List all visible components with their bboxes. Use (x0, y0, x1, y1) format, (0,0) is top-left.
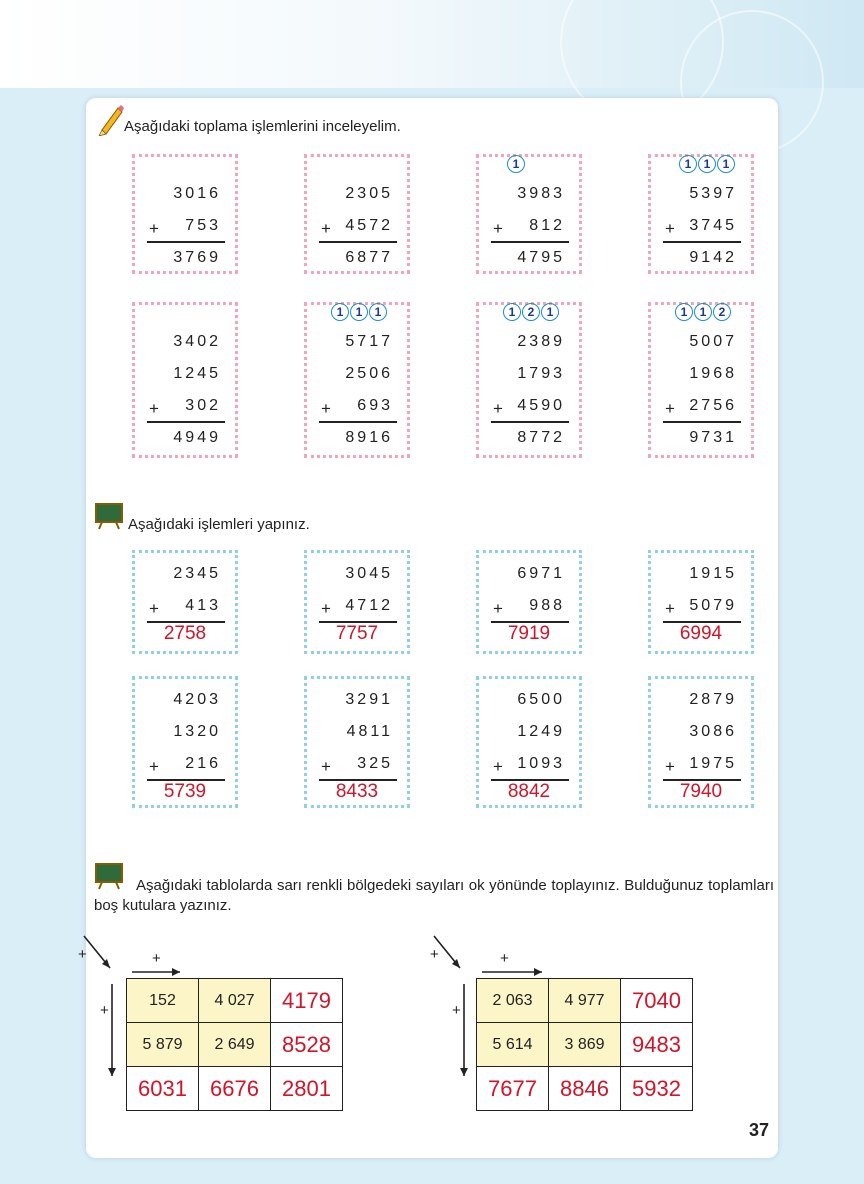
given-number-cell: 5 879 (127, 1023, 199, 1067)
pencil-icon (94, 102, 124, 136)
section1-heading: Aşağıdaki toplama işlemlerini inceleyelim. (124, 118, 401, 135)
addend: 413 (185, 597, 221, 614)
addend: 753 (185, 217, 221, 234)
answer-cell: 5932 (621, 1067, 693, 1111)
plus-sign: + (493, 219, 503, 238)
plus-sign: + (149, 757, 159, 776)
addend: 3291 (345, 691, 393, 708)
addend: 812 (529, 217, 565, 234)
addend: 1245 (173, 365, 221, 382)
given-number-cell: 2 063 (477, 979, 549, 1023)
sum-result: 9731 (689, 429, 737, 446)
answer-cell: 2801 (271, 1067, 343, 1111)
answer-cell: 6031 (127, 1067, 199, 1111)
example-card (132, 154, 238, 274)
table-row (127, 1023, 343, 1067)
addend: 3745 (689, 217, 737, 234)
carry-digit: 1 (350, 303, 368, 321)
addend: 5397 (689, 185, 737, 202)
exercise-card (476, 676, 582, 808)
plus-sign: + (321, 219, 331, 238)
sum-line (491, 421, 569, 423)
handwritten-answer: 7919 (507, 623, 551, 644)
example-card (476, 302, 582, 458)
carry-digit: 1 (331, 303, 349, 321)
addend: 2756 (689, 397, 737, 414)
carry-marks (503, 303, 559, 323)
exercise-card (476, 550, 582, 654)
answer-cell: 6676 (199, 1067, 271, 1111)
carry-digit: 1 (717, 155, 735, 173)
carry-digit: 2 (522, 303, 540, 321)
addend: 1249 (517, 723, 565, 740)
sum-line (147, 241, 225, 243)
answer-cell: 9483 (621, 1023, 693, 1067)
addend: 302 (185, 397, 221, 414)
answer-cell: 4179 (271, 979, 343, 1023)
example-card (476, 154, 582, 274)
sum-line (663, 241, 741, 243)
addend: 3045 (345, 565, 393, 582)
plus-sign: + (665, 219, 675, 238)
exercise-card (648, 550, 754, 654)
handwritten-answer: 2758 (163, 623, 207, 644)
sum-line (147, 421, 225, 423)
exercise-card (304, 676, 410, 808)
example-card (304, 302, 410, 458)
given-number-cell: 2 649 (199, 1023, 271, 1067)
plus-sign: + (665, 399, 675, 418)
handwritten-answer: 7940 (679, 781, 723, 802)
given-number-cell: 5 614 (477, 1023, 549, 1067)
page-number: 37 (748, 1120, 769, 1140)
plus-sign: + (149, 219, 159, 238)
addend: 3983 (517, 185, 565, 202)
carry-digit: 1 (541, 303, 559, 321)
exercise-card (304, 550, 410, 654)
carry-digit: 1 (694, 303, 712, 321)
carry-digit: 1 (503, 303, 521, 321)
carry-digit: 1 (675, 303, 693, 321)
given-number-cell: 3 869 (549, 1023, 621, 1067)
carry-digit: 1 (679, 155, 697, 173)
sum-result: 6877 (345, 249, 393, 266)
handwritten-answer: 6994 (679, 623, 723, 644)
addend: 1093 (517, 755, 565, 772)
worksheet-page (78, 98, 778, 1158)
addend: 1975 (689, 755, 737, 772)
addend: 3402 (173, 333, 221, 350)
example-card (132, 302, 238, 458)
sum-result: 8772 (517, 429, 565, 446)
sum-table-2 (476, 978, 693, 1111)
carry-marks (675, 303, 731, 323)
plus-sign: + (493, 599, 503, 618)
addend: 2389 (517, 333, 565, 350)
exercise-card (648, 676, 754, 808)
answer-cell: 7677 (477, 1067, 549, 1111)
sum-result: 4949 (173, 429, 221, 446)
carry-marks (679, 155, 735, 175)
addend: 3086 (689, 723, 737, 740)
given-number-cell: 4 027 (199, 979, 271, 1023)
plus-sign: + (665, 599, 675, 618)
table-row (127, 979, 343, 1023)
addend: 5007 (689, 333, 737, 350)
addend: 216 (185, 755, 221, 772)
plus-sign: + (665, 757, 675, 776)
carry-digit: 1 (369, 303, 387, 321)
addend: 1915 (689, 565, 737, 582)
sum-result: 4795 (517, 249, 565, 266)
handwritten-answer: 7757 (335, 623, 379, 644)
answer-cell: 7040 (621, 979, 693, 1023)
exercise-card (132, 676, 238, 808)
addend: 4811 (346, 723, 393, 740)
addend: 4572 (345, 217, 393, 234)
answer-cell: 8528 (271, 1023, 343, 1067)
carry-digit: 2 (713, 303, 731, 321)
sum-table-1 (126, 978, 343, 1111)
addend: 2506 (345, 365, 393, 382)
sum-line (319, 241, 397, 243)
plus-sign: + (430, 946, 439, 963)
table-row (477, 979, 693, 1023)
exercise-card (132, 550, 238, 654)
plus-sign: + (321, 757, 331, 776)
sum-result: 9142 (689, 249, 737, 266)
addend: 1968 (689, 365, 737, 382)
addend: 3016 (173, 185, 221, 202)
addend: 4590 (517, 397, 565, 414)
answer-cell: 8846 (549, 1067, 621, 1111)
given-number-cell: 152 (127, 979, 199, 1023)
carry-marks (507, 155, 525, 175)
plus-sign: + (152, 950, 161, 967)
carry-marks (331, 303, 387, 323)
carry-digit: 1 (698, 155, 716, 173)
example-card (648, 302, 754, 458)
table-row (477, 1023, 693, 1067)
addend: 6971 (517, 565, 565, 582)
table-row (477, 1067, 693, 1111)
sum-line (663, 421, 741, 423)
addend: 693 (357, 397, 393, 414)
addend: 1793 (517, 365, 565, 382)
plus-sign: + (78, 946, 87, 963)
addend: 4712 (345, 597, 393, 614)
addend: 6500 (517, 691, 565, 708)
table-instructions: Aşağıdaki tablolarda sarı renkli bölgedeki sayıları ok yönünde toplayınız. Bulduğunuz toplamları boş kutulara yazınız. (94, 877, 774, 914)
sum-result: 8916 (345, 429, 393, 446)
example-card (648, 154, 754, 274)
chalkboard-icon (94, 502, 124, 530)
plus-sign: + (149, 399, 159, 418)
plus-sign: + (149, 599, 159, 618)
addend: 2305 (345, 185, 393, 202)
plus-sign: + (100, 1002, 109, 1019)
given-number-cell: 4 977 (549, 979, 621, 1023)
table-row (127, 1067, 343, 1111)
addend: 2345 (173, 565, 221, 582)
sum-line (491, 241, 569, 243)
addend: 2879 (689, 691, 737, 708)
carry-digit: 1 (507, 155, 525, 173)
plus-sign: + (493, 399, 503, 418)
example-card (304, 154, 410, 274)
addend: 988 (529, 597, 565, 614)
handwritten-answer: 8433 (335, 781, 379, 802)
addend: 5079 (689, 597, 737, 614)
handwritten-answer: 5739 (163, 781, 207, 802)
sum-result: 3769 (173, 249, 221, 266)
addend: 325 (357, 755, 393, 772)
sum-line (319, 421, 397, 423)
plus-sign: + (321, 599, 331, 618)
addend: 4203 (173, 691, 221, 708)
plus-sign: + (493, 757, 503, 776)
addend: 1320 (173, 723, 221, 740)
addend: 5717 (345, 333, 393, 350)
plus-sign: + (500, 950, 509, 967)
section2-heading: Aşağıdaki işlemleri yapınız. (128, 516, 310, 533)
plus-sign: + (321, 399, 331, 418)
handwritten-answer: 8842 (507, 781, 551, 802)
plus-sign: + (452, 1002, 461, 1019)
